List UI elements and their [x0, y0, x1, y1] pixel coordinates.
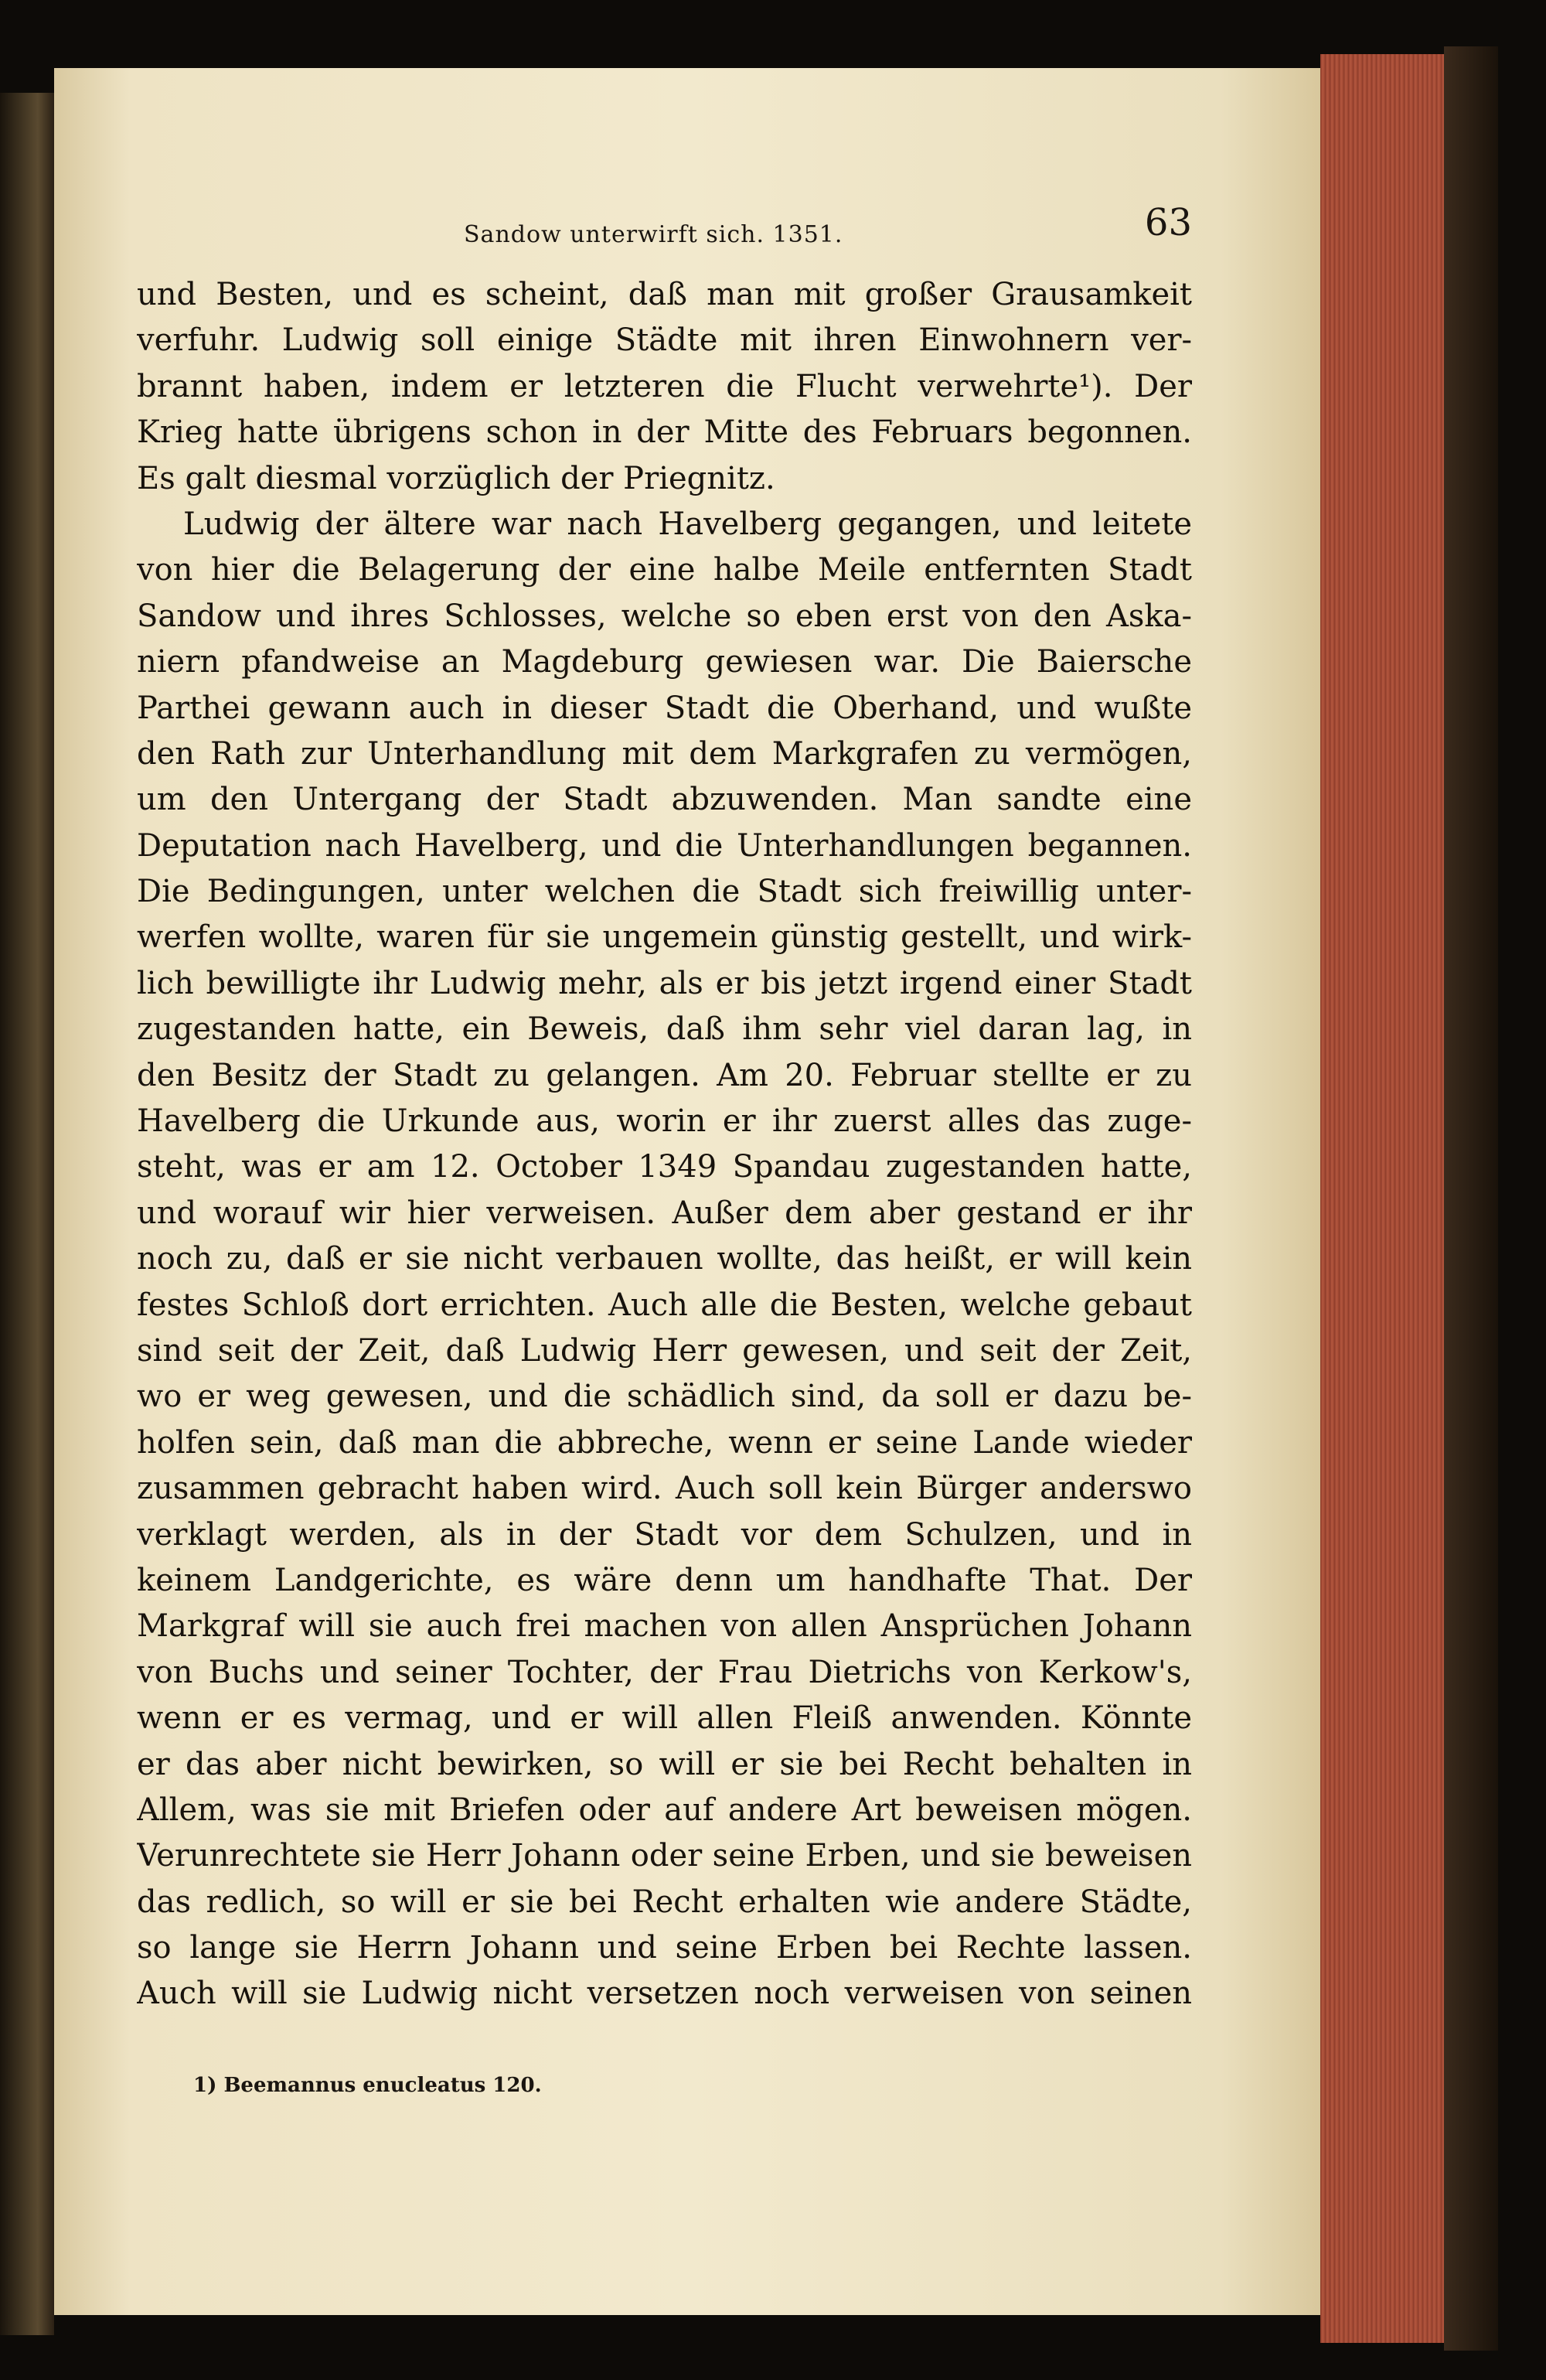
text-line: steht, was er am 12. October 1349 Spandau zugestanden hatte, — [137, 1149, 1192, 1185]
text-line: von hier die Belagerung der eine halbe Meile entfernten Stadt — [137, 552, 1192, 588]
text-line: Auch will sie Ludwig nicht versetzen noch verweisen von seinen — [137, 1976, 1192, 2012]
text-line: zugestanden hatte, ein Beweis, daß ihm sehr viel daran lag, in — [137, 1011, 1192, 1048]
book-gutter — [0, 93, 54, 2335]
text-line: Verunrechtete sie Herr Johann oder seine Erben, und sie beweisen — [137, 1838, 1192, 1874]
page-number: 63 — [1144, 201, 1192, 244]
text-line: Sandow und ihres Schlosses, welche so eben erst von den Aska- — [137, 598, 1192, 634]
text-line: brannt haben, indem er letzteren die Flucht verwehrte¹). Der — [137, 368, 1192, 404]
text-line: festes Schloß dort errichten. Auch alle die Besten, welche gebaut — [137, 1287, 1192, 1323]
text-line: von Buchs und seiner Tochter, der Frau Dietrichs von Kerkow's, — [137, 1654, 1192, 1690]
text-line: Deputation nach Havelberg, und die Unterhandlungen begannen. — [137, 827, 1192, 864]
text-line: Es galt diesmal vorzüglich der Priegnitz. — [137, 460, 775, 496]
text-line: Krieg hatte übrigens schon in der Mitte des Februars begonnen. — [137, 414, 1192, 451]
text-line: verklagt werden, als in der Stadt vor dem Schulzen, und in — [137, 1516, 1192, 1553]
text-line: wo er weg gewesen, und die schädlich sind, da soll er dazu be- — [137, 1379, 1192, 1415]
text-line: keinem Landgerichte, es wäre denn um handhafte That. Der — [137, 1562, 1192, 1598]
text-line: den Besitz der Stadt zu gelangen. Am 20. Februar stellte er zu — [137, 1057, 1192, 1093]
text-line: wenn er es vermag, und er will allen Fleiß anwenden. Könnte — [137, 1700, 1192, 1737]
text-line: das redlich, so will er sie bei Recht erhalten wie andere Städte, — [137, 1884, 1192, 1920]
text-line: noch zu, daß er sie nicht verbauen wollte, das heißt, er will kein — [137, 1241, 1192, 1277]
page-edges-red — [1320, 54, 1444, 2343]
text-line: holfen sein, daß man die abbreche, wenn er seine Lande wieder — [137, 1424, 1192, 1461]
page-header — [139, 201, 1192, 261]
text-line: zusammen gebracht haben wird. Auch soll kein Bürger anderswo — [137, 1471, 1192, 1507]
text-line: um den Untergang der Stadt abzuwenden. Man sandte eine — [137, 782, 1192, 818]
text-line: Allem, was sie mit Briefen oder auf andere Art beweisen mögen. — [137, 1792, 1192, 1828]
text-line: und worauf wir hier verweisen. Außer dem aber gestand er ihr — [137, 1195, 1192, 1231]
text-line: Ludwig der ältere war nach Havelberg gegangen, und leitete — [183, 506, 1192, 542]
text-line: Parthei gewann auch in dieser Stadt die Oberhand, und wußte — [137, 690, 1192, 726]
text-line: Die Bedingungen, unter welchen die Stadt sich freiwillig unter- — [137, 874, 1192, 910]
footnote: 1) Beemannus enucleatus 120. — [193, 2074, 542, 2097]
text-line: lich bewilligte ihr Ludwig mehr, als er bis jetzt irgend einer Stadt — [137, 965, 1192, 1001]
text-line: werfen wollte, waren für sie ungemein günstig gestellt, und wirk- — [137, 919, 1192, 956]
text-line: sind seit der Zeit, daß Ludwig Herr gewesen, und seit der Zeit, — [137, 1332, 1192, 1369]
text-line: so lange sie Herrn Johann und seine Erben bei Rechte lassen. — [137, 1930, 1192, 1966]
running-head: Sandow unterwirft sich. 1351. — [464, 221, 843, 248]
text-line: den Rath zur Unterhandlung mit dem Markgrafen zu vermögen, — [137, 735, 1192, 772]
body-text — [137, 272, 1192, 2017]
text-line: verfuhr. Ludwig soll einige Städte mit ihren Einwohnern ver- — [137, 322, 1192, 359]
text-line: Markgraf will sie auch frei machen von allen Ansprüchen Johann — [137, 1608, 1192, 1645]
book-cover-edge — [1444, 46, 1498, 2351]
text-line: und Besten, und es scheint, daß man mit großer Grausamkeit — [137, 277, 1192, 312]
text-line: Havelberg die Urkunde aus, worin er ihr zuerst alles das zuge- — [137, 1103, 1192, 1140]
text-line: er das aber nicht bewirken, so will er sie bei Recht behalten in — [137, 1746, 1192, 1782]
text-line: niern pfandweise an Magdeburg gewiesen war. Die Baiersche — [137, 644, 1192, 680]
